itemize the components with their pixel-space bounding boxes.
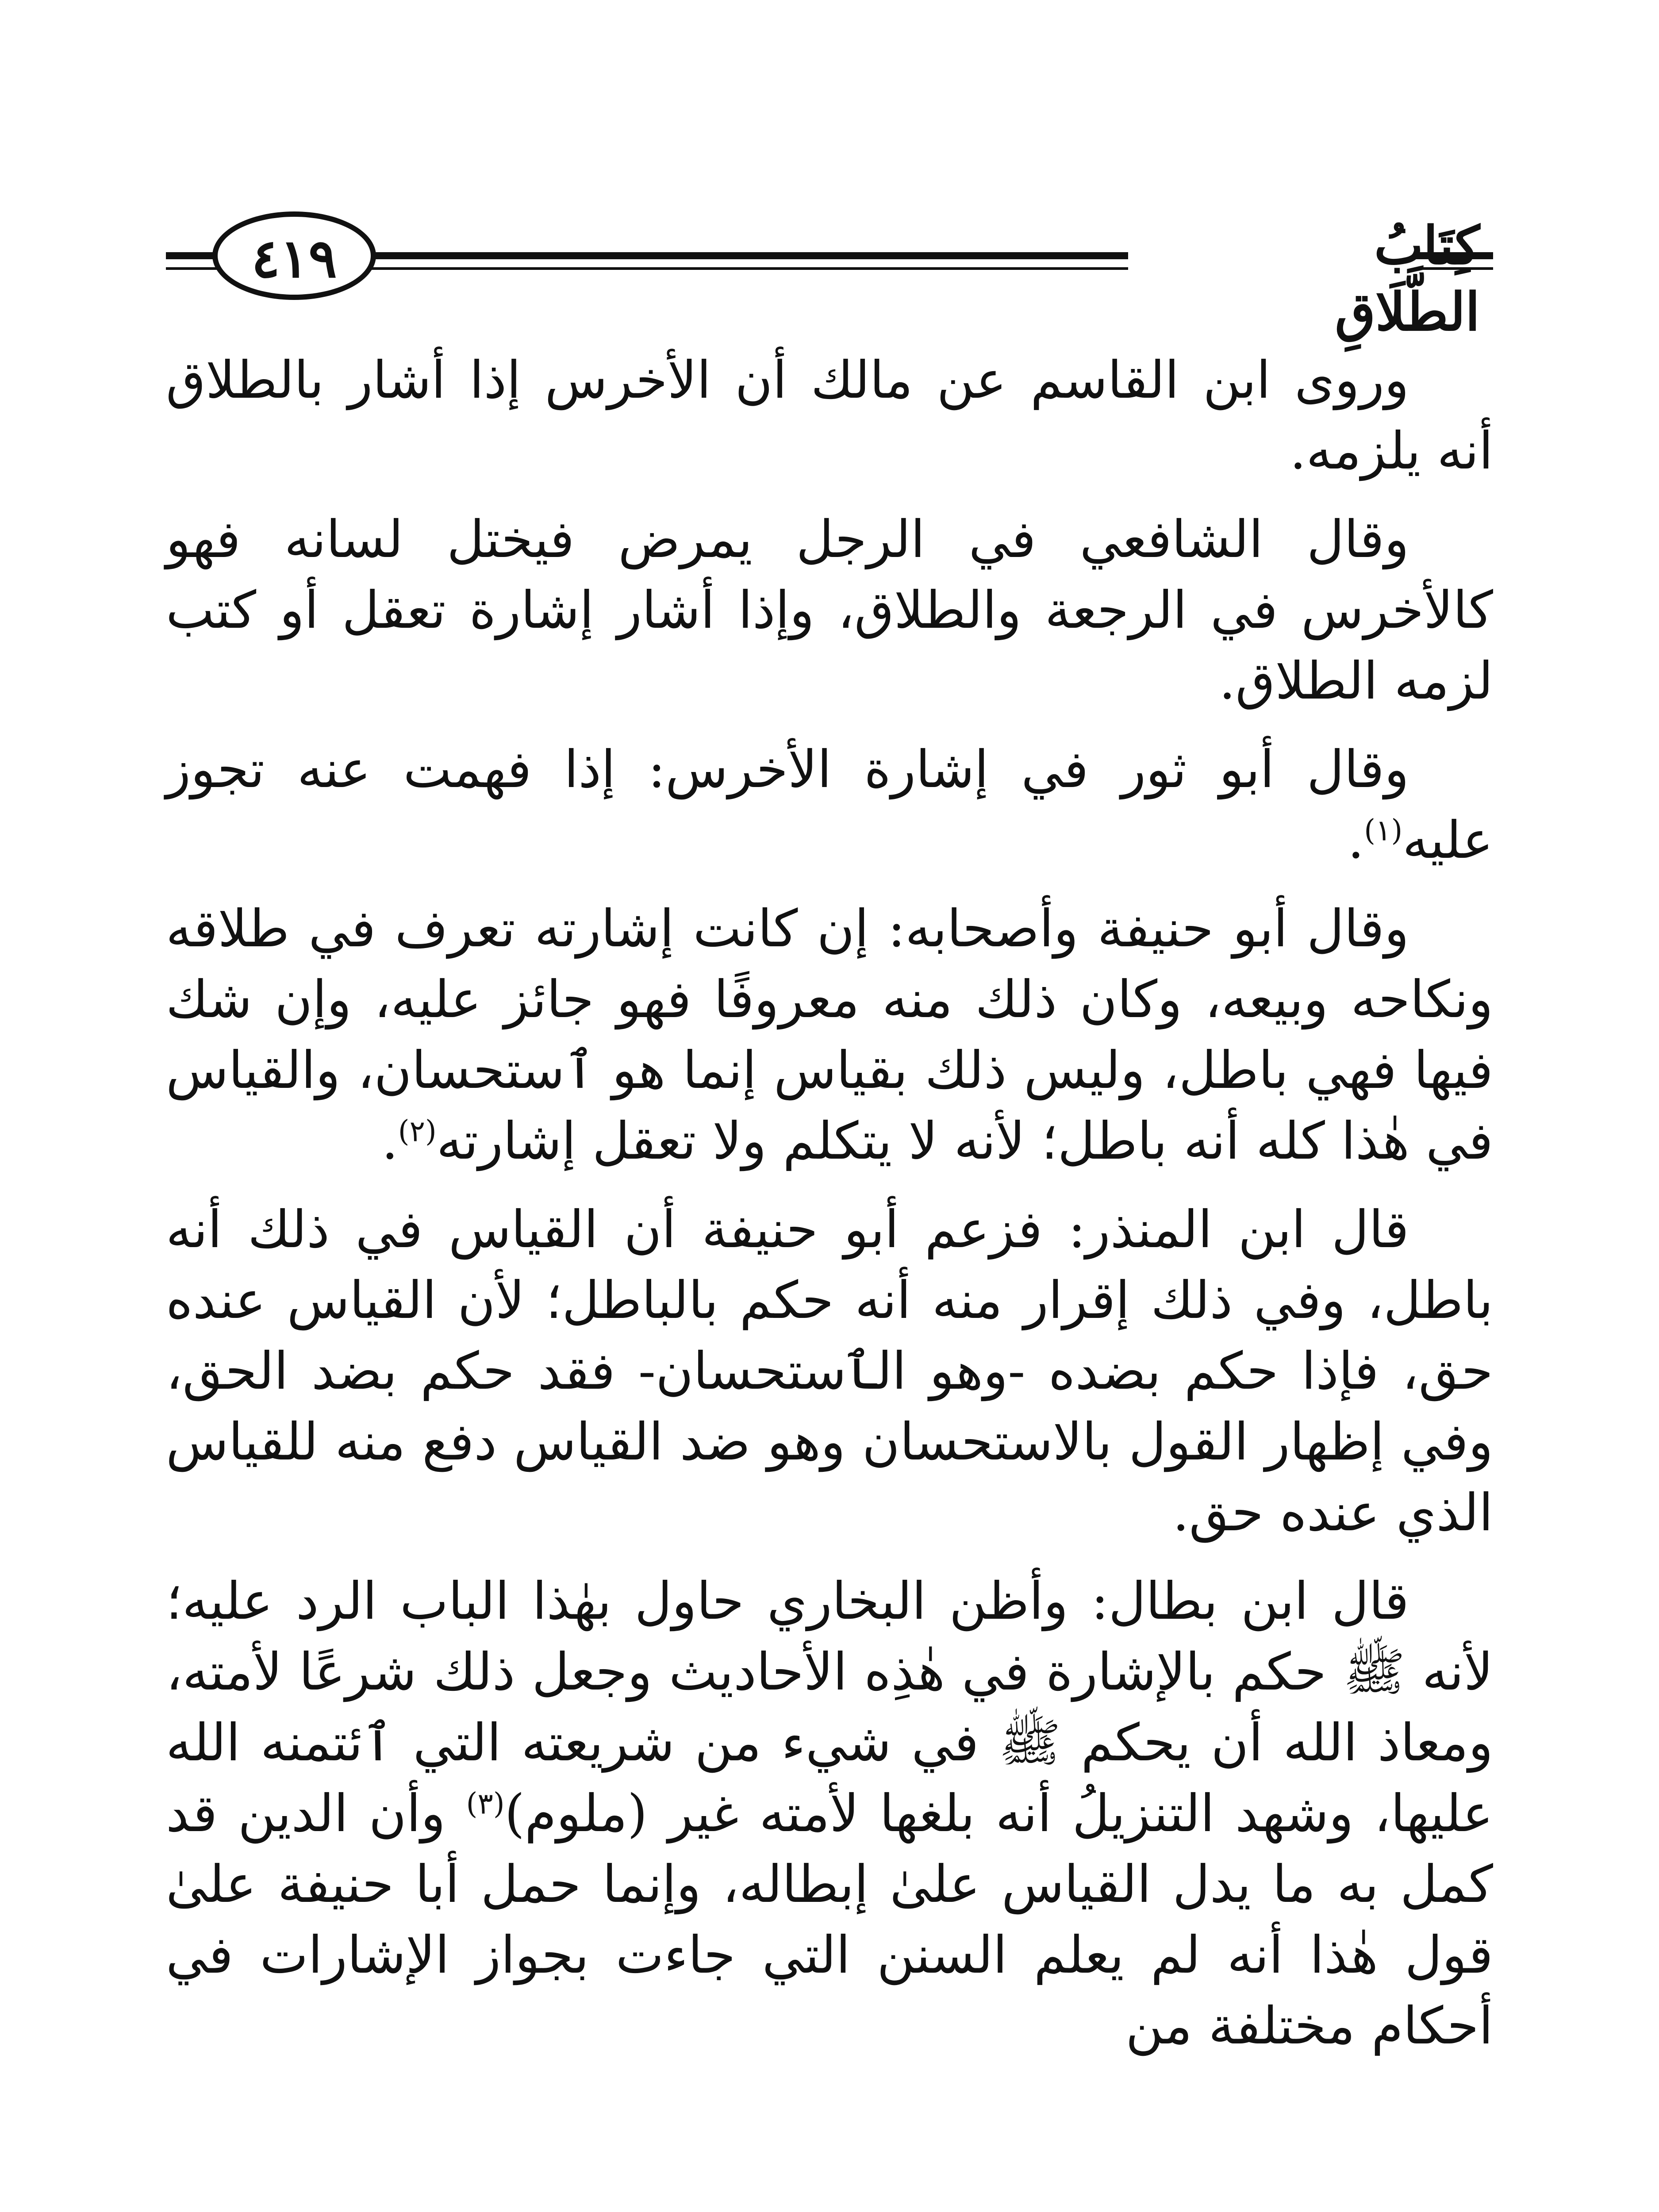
paragraph: وقال أبو حنيفة وأصحابه: إن كانت إشارته تعرف في طلاقه ونكاحه وبيعه، وكان ذلك منه معروفًا فهو جائز عليه، وإن شك فيها فهي باطل، وليس ذلك بقياس إنما هو ٱستحسان، والقياس في هٰذا كله أنه باطل؛ لأنه لا يتكلم ولا تعقل إشارته$^{(٢)}$.: [166, 899, 1493, 1171]
page-number: ٤١٩: [251, 227, 337, 290]
paragraph: قال ابن بطال: وأظن البخاري حاول بهٰذا الباب الرد عليه؛ لأنه ﷺ حكم بالإشارة في هٰذِه الأحاديث وجعل ذلك شرعًا لأمته، ومعاذ الله أن يحكم ﷺ في شيء من شريعته التي ٱئتمنه الله عليها، وشهد التنزيلُ أنه بلغها لأمته غير (ملوم)$^{(٣)}$ وأن الدين قد كمل به ما يدل القياس علىٰ إبطاله، وإنما حمل أبا حنيفة علىٰ قول هٰذا أنه لم يعلم السنن التي جاءت بجواز الإشارات في أحكام مختلفة من: [166, 1571, 1494, 2056]
header-rule-center-thick: [371, 252, 1128, 259]
paragraph: وروى ابن القاسم عن مالك أن الأخرس إذا أشار بالطلاق أنه يلزمه.: [166, 350, 1493, 481]
page-header: [0, 0, 1659, 354]
main-text: [166, 345, 1493, 2079]
paragraph: وقال الشافعي في الرجل يمرض فيختل لسانه فهو كالأخرس في الرجعة والطلاق، وإذا أشار إشارة تعقل أو كتب لزمه الطلاق.: [166, 510, 1493, 711]
page-number-badge: [212, 211, 376, 300]
footnote-ref: (١): [1364, 813, 1403, 848]
header-rule-left-thin: [166, 267, 219, 270]
footnote-ref: (٢): [398, 1114, 437, 1148]
book-title: كِتَابُ الطَّلَاقِ: [1335, 215, 1480, 342]
header-rule-left-thick: [166, 252, 219, 259]
paragraph: وقال أبو ثور في إشارة الأخرس: إذا فهمت عنه تجوز عليه$^{(١)}$.: [166, 740, 1493, 870]
header-rule-center-thin: [371, 267, 1128, 270]
footnote-ref: (٣): [466, 1786, 505, 1821]
paragraph: قال ابن المنذر: فزعم أبو حنيفة أن القياس في ذلك أنه باطل، وفي ذلك إقرار منه أنه حكم بالباطل؛ لأن القياس عنده حق، فإذا حكم بضده -وهو الٱستحسان- فقد حكم بضد الحق، وفي إظهار القول بالاستحسان وهو ضد القياس دفع منه للقياس الذي عنده حق.: [166, 1200, 1493, 1543]
